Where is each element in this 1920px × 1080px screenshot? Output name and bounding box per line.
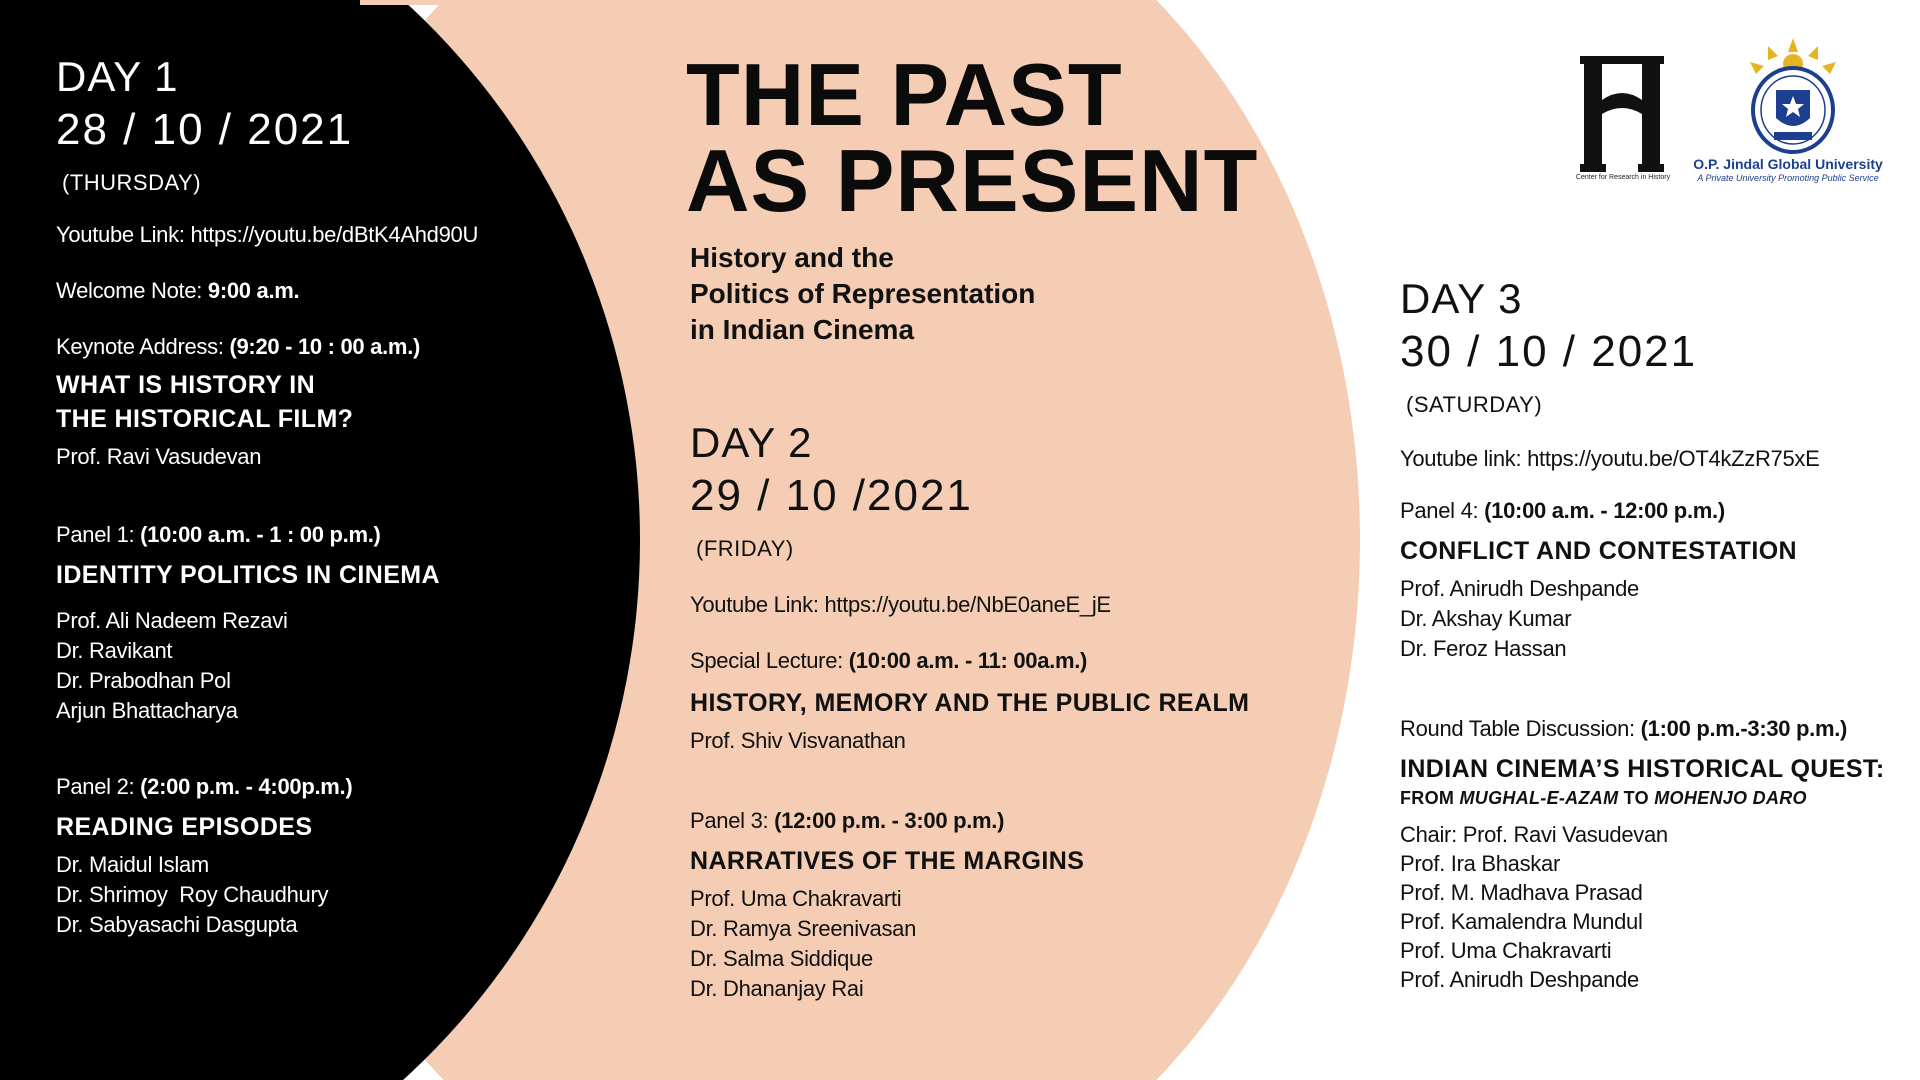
speaker: Dr. Ramya Sreenivasan [690,916,917,941]
day1-panel1-title: IDENTITY POLITICS IN CINEMA [56,561,440,589]
speaker: Dr. Shrimoy Roy Chaudhury [56,882,329,907]
university-name: O.P. Jindal Global University [1693,156,1883,172]
event-title-line1: THE PAST [686,45,1123,144]
day3-panel4-speakers [1400,574,1900,664]
speaker: Arjun Bhattacharya [56,698,238,723]
day3-youtube-line [1400,444,1900,474]
day1-keynote-label: Keynote Address: [56,334,230,359]
speaker: Dr. Feroz Hassan [1400,636,1567,661]
day2-weekday: (FRIDAY) [696,536,794,561]
day1-label: DAY 1 [56,53,179,100]
speaker: Dr. Dhananjay Rai [690,976,864,1001]
day1-panel1-line [56,520,636,550]
speaker: Dr. Sabyasachi Dasgupta [56,912,298,937]
day2-panel3-line [690,806,1310,836]
day2-panel3-label: Panel 3: [690,808,775,833]
day3-round-time: (1:00 p.m.-3:30 p.m.) [1640,716,1848,741]
event-subtitle-line3: in Indian Cinema [690,314,915,345]
speaker: Prof. Anirudh Deshpande [1400,576,1639,601]
day3-panel4-line [1400,496,1900,526]
day2-youtube-link[interactable]: https://youtu.be/NbE0aneE_jE [824,592,1111,617]
day2-column [690,418,1310,1004]
day3-panel4-title: CONFLICT AND CONTESTATION [1400,537,1797,565]
day3-round-sub-to: TO [1618,788,1655,808]
day1-welcome-label: Welcome Note: [56,278,208,303]
day1-panel2-line [56,772,636,802]
speaker: Chair: Prof. Ravi Vasudevan [1400,822,1668,847]
speaker: Prof. Ali Nadeem Rezavi [56,608,288,633]
day1-panel2-label: Panel 2: [56,774,141,799]
history-center-logo-icon [1580,56,1664,172]
day1-weekday: (THURSDAY) [62,170,202,195]
day1-column [56,52,636,940]
speaker: Prof. Kamalendra Mundul [1400,909,1643,934]
day3-panel4-time: (10:00 a.m. - 12:00 p.m.) [1484,498,1725,523]
university-tagline: A Private University Promoting Public Service [1697,173,1879,183]
event-subtitle-line2: Politics of Representation [690,278,1036,309]
day3-round-speakers [1400,820,1900,994]
day1-panel2-time: (2:00 p.m. - 4:00p.m.) [140,774,353,799]
day1-keynote-time: (9:20 - 10 : 00 a.m.) [229,334,421,359]
speaker: Prof. Uma Chakravarti [1400,938,1612,963]
day3-weekday: (SATURDAY) [1406,392,1543,417]
day1-keynote-title-line1: WHAT IS HISTORY IN [56,371,316,399]
day3-round-sub-film2: MOHENJO DARO [1654,788,1807,808]
event-title [686,45,1259,230]
day2-date: 29 / 10 /2021 [690,471,973,520]
day1-panel1-label: Panel 1: [56,522,141,547]
day3-round-title: INDIAN CINEMA’S HISTORICAL QUEST: [1400,755,1885,783]
day3-column [1400,274,1900,994]
day2-panel3-speakers [690,884,1310,1004]
day1-youtube-link[interactable]: https://youtu.be/dBtK4Ahd90U [190,222,479,247]
day1-keynote-title [56,368,636,436]
day2-lecture-line [690,646,1310,676]
day1-date: 28 / 10 / 2021 [56,105,354,154]
day1-keynote-title-line2: THE HISTORICAL FILM? [56,405,354,433]
day2-panel3-time: (12:00 p.m. - 3:00 p.m.) [774,808,1005,833]
day1-panel1-speakers [56,606,636,726]
day2-lecture-time: (10:00 a.m. - 11: 00a.m.) [848,648,1088,673]
day2-lecture-speaker: Prof. Shiv Visvanathan [690,728,906,753]
day2-lecture-title: HISTORY, MEMORY AND THE PUBLIC REALM [690,689,1250,717]
speaker: Dr. Ravikant [56,638,173,663]
event-subtitle [690,240,1035,348]
day3-youtube-link[interactable]: https://youtu.be/OT4kZzR75xE [1527,446,1820,471]
event-title-line2: AS PRESENT [686,131,1259,230]
history-center-logo-caption: Center for Research in History [1575,174,1671,181]
day1-keynote-line [56,332,636,362]
speaker: Prof. Uma Chakravarti [690,886,902,911]
day3-label: DAY 3 [1400,275,1523,322]
day1-welcome-time: 9:00 a.m. [207,278,300,303]
top-left-peach-strip [360,0,570,5]
speaker: Dr. Salma Siddique [690,946,873,971]
day3-round-sub-from: FROM [1400,788,1460,808]
speaker: Dr. Akshay Kumar [1400,606,1572,631]
day2-youtube-line [690,590,1310,620]
day3-round-subtitle [1400,786,1900,810]
day3-round-line [1400,714,1900,744]
day1-youtube-label: Youtube Link: [56,222,191,247]
day1-keynote-speaker: Prof. Ravi Vasudevan [56,444,262,469]
day3-round-sub-film1: MUGHAL-E-AZAM [1459,788,1619,808]
day1-panel2-speakers [56,850,636,940]
day1-panel2-title: READING EPISODES [56,813,313,841]
day3-date: 30 / 10 / 2021 [1400,327,1698,376]
speaker: Prof. Anirudh Deshpande [1400,967,1639,992]
day3-panel4-label: Panel 4: [1400,498,1485,523]
event-subtitle-line1: History and the [690,242,894,273]
day3-youtube-label: Youtube link: [1400,446,1528,471]
day1-youtube-line [56,220,636,250]
day1-panel1-time: (10:00 a.m. - 1 : 00 p.m.) [140,522,381,547]
day2-panel3-title: NARRATIVES OF THE MARGINS [690,847,1085,875]
speaker: Prof. Ira Bhaskar [1400,851,1560,876]
day3-round-label: Round Table Discussion: [1400,716,1641,741]
day2-youtube-label: Youtube Link: [690,592,825,617]
speaker: Dr. Maidul Islam [56,852,209,877]
speaker: Prof. M. Madhava Prasad [1400,880,1643,905]
day2-lecture-label: Special Lecture: [690,648,849,673]
day1-welcome-line [56,276,636,306]
speaker: Dr. Prabodhan Pol [56,668,231,693]
day2-label: DAY 2 [690,419,813,466]
university-seal-icon [1738,38,1848,158]
